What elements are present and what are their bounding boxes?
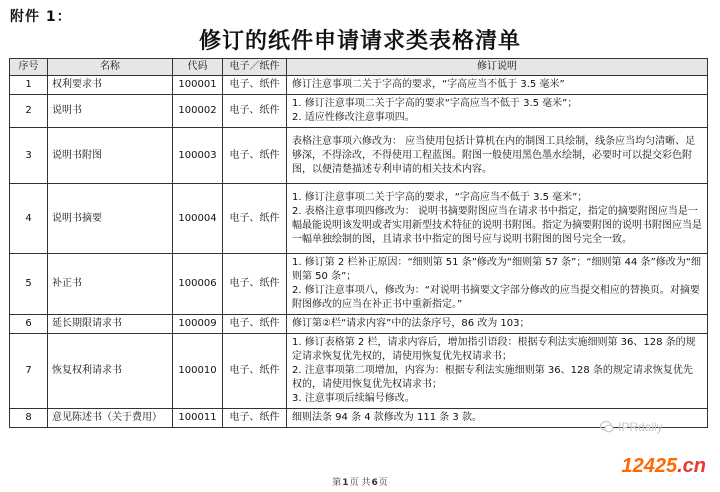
cell-desc [287,254,708,315]
footer-suffix: 页 [378,478,388,488]
table-row [10,184,708,254]
desc-line: 修订注意事项二关于字高的要求，“字高应当不低于 3.5 毫米” [292,79,565,90]
cell-name: 说明书 [48,95,173,128]
cell-no: 1 [10,76,48,95]
cell-no: 5 [10,254,48,315]
cell-name: 延长期限请求书 [48,315,173,334]
cell-code: 100004 [173,184,223,254]
wechat-icon [600,420,614,434]
cell-type: 电子、纸件 [223,76,287,95]
desc-line: 3. 注意事项后续编号修改。 [292,393,415,404]
cell-type: 电子、纸件 [223,95,287,128]
table-row [10,315,708,334]
site-logo [621,455,706,478]
forms-table [9,58,708,428]
attachment-label: 附件 1： [10,9,72,25]
col-header-desc: 修订说明 [287,59,708,76]
desc-line: 1. 修订注意事项二关于字高的要求，“字高应当不低于 3.5 毫米”； [292,191,588,203]
footer-total: 6 [371,478,378,488]
cell-type: 电子、纸件 [223,254,287,315]
page-footer [0,475,720,488]
cell-name: 说明书附图 [48,128,173,184]
cell-code: 100011 [173,409,223,428]
desc-line: 2. 修订注意事项八，修改为：“对说明书摘要文字部分修改的应当提交相应的替换页。对摘要附图修改的应当在补正书中重新指定。” [292,285,700,310]
desc-line: 1. 修订第 2 栏补正原因：“细则第 51 条”修改为“细则第 57 条”；“细则第 44 条”修改为“细则第 50 条”； [292,257,701,282]
cell-name: 意见陈述书（关于费用） [48,409,173,428]
cell-name: 恢复权利请求书 [48,334,173,409]
cell-desc [287,334,708,409]
table-row [10,128,708,184]
cell-no: 2 [10,95,48,128]
watermark-text: IPRdaily [618,420,663,434]
cell-code: 100003 [173,128,223,184]
col-header-no: 序号 [10,59,48,76]
cell-no: 4 [10,184,48,254]
cell-desc [287,95,708,128]
desc-line: 2. 适应性修改注意事项四。 [292,112,415,123]
cell-type: 电子、纸件 [223,409,287,428]
table-row [10,95,708,128]
cell-type: 电子、纸件 [223,315,287,334]
table-row [10,76,708,95]
desc-line: 修订第②栏“请求内容”中的法条序号，86 改为 103； [292,318,530,329]
cell-type: 电子、纸件 [223,184,287,254]
cell-desc [287,315,708,334]
cell-no: 8 [10,409,48,428]
col-header-type: 电子／纸件 [223,59,287,76]
cell-name: 权利要求书 [48,76,173,95]
cell-code: 100002 [173,95,223,128]
desc-line: 2. 表格注意事项四修改为： 说明书摘要附图应当在请求书中指定，指定的摘要附图应当是一幅最能说明该发明或者实用新型技术特征的说明书附图。指定为摘要附图的说明书附图应当是一幅单独绘制的图，且请求书中指定的图号应与说明书附图的图号完全一致。 [292,205,702,245]
cell-type: 电子、纸件 [223,128,287,184]
cell-name: 补正书 [48,254,173,315]
site-logo-number: 12425 [621,455,678,477]
col-header-code: 代码 [173,59,223,76]
cell-no: 7 [10,334,48,409]
table-row [10,334,708,409]
cell-desc [287,184,708,254]
cell-desc [287,128,708,184]
desc-line: 1. 修订注意事项二关于字高的要求“字高应当不低于 3.5 毫米”； [292,98,578,109]
table-row [10,254,708,315]
cell-code: 100009 [173,315,223,334]
cell-no: 6 [10,315,48,334]
desc-line: 1. 修订表格第 2 栏，请求内容后，增加指引语段：根据专利法实施细则第 36、128 条的规定请求恢复优先权的，请使用恢复优先权请求书； [292,337,696,362]
cell-type: 电子、纸件 [223,334,287,409]
footer-mid: 页 共 [349,478,371,488]
footer-prefix: 第 [332,478,342,488]
site-logo-domain: .cn [677,455,706,477]
cell-no: 3 [10,128,48,184]
table-header-row [10,59,708,76]
desc-line: 细则法条 94 条 4 款修改为 111 条 3 款。 [292,412,482,423]
cell-name: 说明书摘要 [48,184,173,254]
page-title: 修订的纸件申请请求类表格清单 [198,29,521,54]
cell-code: 100006 [173,254,223,315]
desc-line: 2. 注意事项第二项增加，内容为：根据专利法实施细则第 36、128 条的规定请求恢复优先权的，请使用恢复优先权请求书； [292,365,693,390]
cell-code: 100001 [173,76,223,95]
cell-code: 100010 [173,334,223,409]
cell-desc [287,76,708,95]
footer-page: 1 [342,478,349,488]
desc-line: 表格注意事项六修改为： 应当使用包括计算机在内的制图工具绘制，线条应当均匀清晰、足够深，不得涂改，不得使用工程蓝图。附图一般使用黑色墨水绘制，必要时可以提交彩色附图，以便清楚描述专利申请的相关技术内容。 [292,135,696,175]
col-header-name: 名称 [48,59,173,76]
